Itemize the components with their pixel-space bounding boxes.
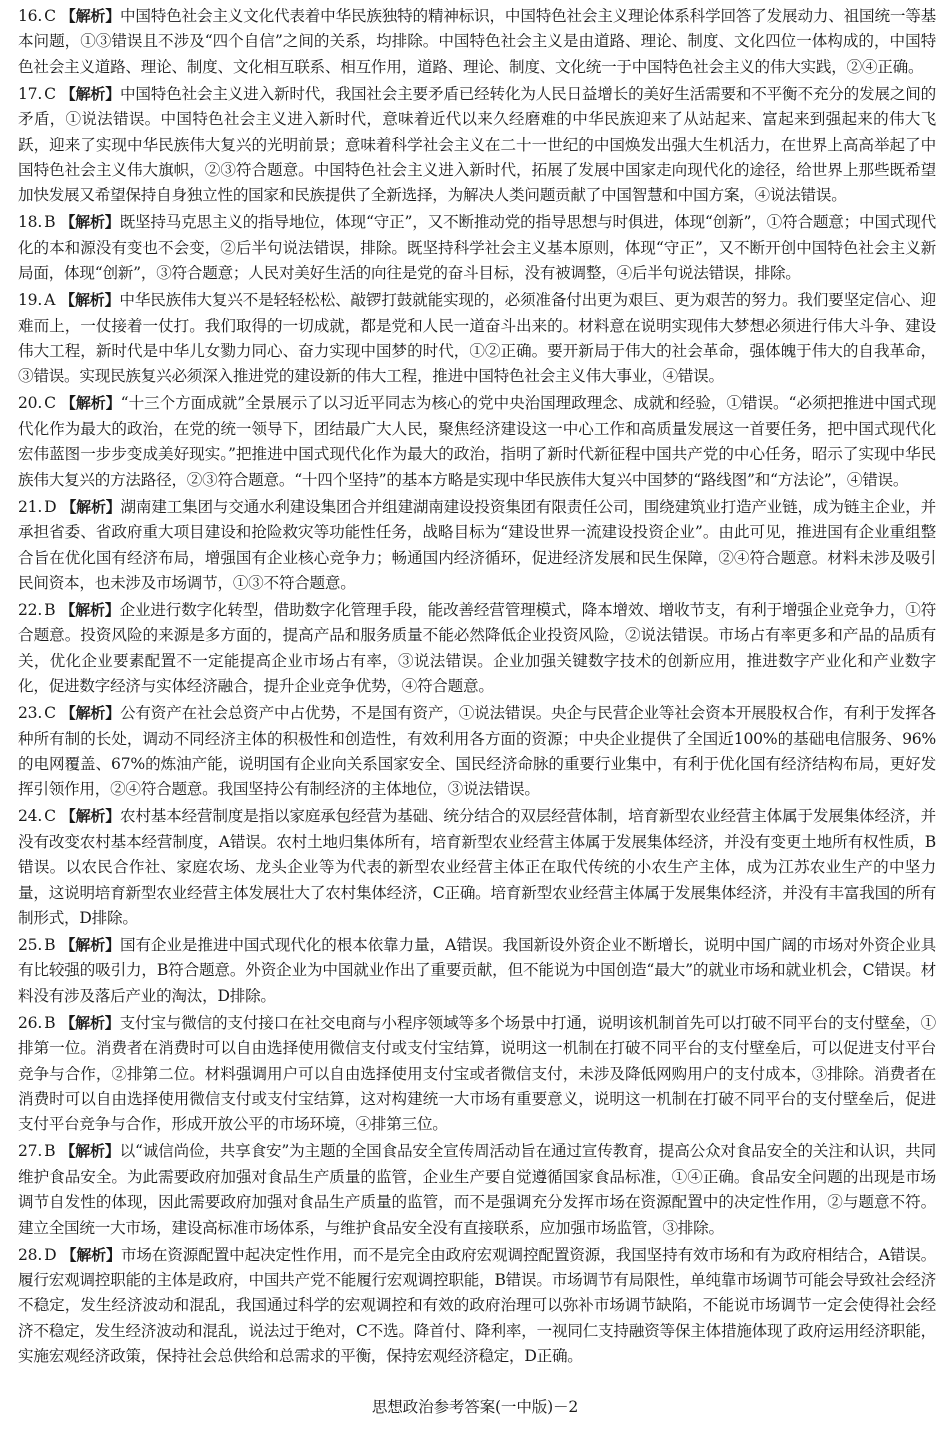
analysis-tag: 【解析】 xyxy=(60,7,121,25)
analysis-text: 湖南建工集团与交通水利建设集团合并组建湖南建设投资集团有限责任公司，围绕建筑业打造产业链，成为链主企业，并承担省委、省政府重大项目建设和抢险救灾等功能性任务，战略目标为“建设世界一流建设投资企业”。由此可见，推进国有企业重组整合旨在优化国有经济布局，增强国有企业核心竞争力；畅通国内经济循环，促进经济发展和民生保障，②④符合题意。材料未涉及吸引民间资本，也未涉及市场调节，①③不符合题意。 xyxy=(18,497,936,592)
analysis-tag: 【解析】 xyxy=(60,394,121,413)
analysis-text: 以“诚信尚俭，共享食安”为主题的全国食品安全宣传周活动旨在通过宣传教育，提高公众对食品安全的关注和认识，共同维护食品安全。为此需要政府加强对食品生产质量的监管，企业生产要自觉遵循国家食品标准，①④正确。食品安全问题的出现是市场调节自发性的体现，因此需要政府加强对食品生产质量的监管，而不是强调充分发挥市场在资源配置中的决定性作用，②与题意不符。建立全国统一大市场，建设高标准市场体系，与维护食品安全没有直接联系，应加强市场监管，③排除。 xyxy=(18,1142,936,1237)
question-number: 28. xyxy=(18,1245,43,1264)
answer-item xyxy=(18,1243,936,1370)
answer-item xyxy=(18,598,936,700)
analysis-text: 农村基本经营制度是指以家庭承包经营为基础、统分结合的双层经营体制，培育新型农业经营主体属于发展集体经济，并没有改变农村基本经营制度，A错误。农村土地归集体所有，培育新型农业经营主体属于发展集体经济，并没有变更土地所有权性质，B错误。以农民合作社、家庭农场、龙头企业等为代表的新型农业经营主体正在取代传统的小农生产主体，成为江苏农业生产的中坚力量，这说明培育新型农业经营主体发展壮大了农村集体经济，C正确。培育新型农业经营主体属于发展集体经济，并没有丰富我国的所有制形式，D排除。 xyxy=(18,807,936,927)
analysis-tag: 【解析】 xyxy=(60,600,120,619)
answer-letter: C xyxy=(44,7,56,25)
answer-letter: D xyxy=(44,497,57,516)
answer-item xyxy=(18,210,936,286)
analysis-tag: 【解析】 xyxy=(61,1245,121,1264)
question-number: 26. xyxy=(18,1013,43,1032)
answer-letter: B xyxy=(44,935,56,954)
analysis-text: “十三个方面成就”全景展示了以习近平同志为核心的党中央治国理政理念、成就和经验，①错误。“必须把推进中国式现代化作为最大的政治，在党的统一领导下，团结最广大人民，聚焦经济建设这一中心工作和高质量发展这一首要任务，把中国式现代化宏伟蓝图一步步变成美好现实。”把推进中国式现代化作为最大的政治，指明了新时代新征程中国共产党的中心任务，昭示了实现中华民族伟大复兴的方法路径，②③符合题意。“十四个坚持”的基本方略是实现中华民族伟大复兴中国梦的“路线图”和“方法论”，④错误。 xyxy=(18,394,936,489)
analysis-text: 中华民族伟大复兴不是轻轻松松、敲锣打鼓就能实现的，必须准备付出更为艰巨、更为艰苦的努力。我们要坚定信心、迎难而上，一仗接着一仗打。我们取得的一切成就，都是党和人民一道奋斗出来的。材料意在说明实现伟大梦想必须进行伟大斗争、建设伟大工程，新时代是中华儿女勠力同心、奋力实现中国梦的时代，①②正确。要开新局于伟大的社会革命，强体魄于伟大的自我革命，③错误。实现民族复兴必须深入推进党的建设新的伟大工程，推进中国特色社会主义伟大事业，④错误。 xyxy=(18,291,936,386)
answer-letter: B xyxy=(44,1142,56,1161)
analysis-tag: 【解析】 xyxy=(60,1142,120,1161)
answer-letter: C xyxy=(44,394,56,413)
question-number: 27. xyxy=(18,1142,43,1161)
analysis-text: 企业进行数字化转型，借助数字化管理手段，能改善经营管理模式，降本增效、增收节支，有利于增强企业竞争力，①符合题意。投资风险的来源是多方面的，提高产品和服务质量不能必然降低企业投资风险，②说法错误。市场占有率更多和产品的品质有关，优化企业要素配置不一定能提高企业市场占有率，③说法错误。企业加强关键数字技术的创新应用，推进数字产业化和产业数字化，促进数字经济与实体经济融合，提升企业竞争优势，④符合题意。 xyxy=(18,600,936,696)
answer-letter: A xyxy=(44,291,56,310)
answer-item xyxy=(18,4,936,80)
answer-item xyxy=(18,82,936,209)
question-number: 19. xyxy=(18,291,43,310)
answer-item xyxy=(18,288,936,390)
analysis-text: 市场在资源配置中起决定性作用，而不是完全由政府宏观调控配置资源，我国坚持有效市场和有为政府相结合，A错误。履行宏观调控职能的主体是政府，中国共产党不能履行宏观调控职能，B错误。市场调节有局限性，单纯靠市场调节可能会导致社会经济不稳定，发生经济波动和混乱，我国通过科学的宏观调控和有效的政府治理可以弥补市场调节缺陷，不能说市场调节一定会使得社会经济不稳定，发生经济波动和混乱，说法过于绝对，C不选。降首付、降利率，一视同仁支持融资等保主体措施体现了政府运用经济职能，实施宏观经济政策，保持社会总供给和总需求的平衡，保持宏观经济稳定，D正确。 xyxy=(18,1245,936,1366)
analysis-tag: 【解析】 xyxy=(60,807,121,826)
answer-item xyxy=(18,701,936,803)
answer-letter: C xyxy=(44,704,56,723)
answer-letter: C xyxy=(44,84,56,103)
analysis-text: 中国特色社会主义进入新时代，我国社会主要矛盾已经转化为人民日益增长的美好生活需要和不平衡不充分的发展之间的矛盾，①说法错误。中国特色社会主义进入新时代，意味着近代以来久经磨难的中华民族迎来了从站起来、富起来到强起来的伟大飞跃，迎来了实现中华民族伟大复兴的光明前景；意味着科学社会主义在二十一世纪的中国焕发出强大生机活力，在世界上高高举起了中国特色社会主义伟大旗帜，②③符合题意。中国特色社会主义进入新时代，拓展了发展中国家走向现代化的途径，给世界上那些既希望加快发展又希望保持自身独立性的国家和民族提供了全新选择，为解决人类问题贡献了中国智慧和中国方案，④说法错误。 xyxy=(18,84,936,205)
question-number: 16. xyxy=(18,7,43,25)
answer-letter: B xyxy=(44,1013,56,1032)
answer-item xyxy=(18,933,936,1009)
analysis-text: 公有资产在社会总资产中占优势，不是国有资产，①说法错误。央企与民营企业等社会资本开展股权合作，有利于发挥各种所有制的长处，调动不同经济主体的积极性和创造性，有效利用各方面的资源；中央企业提供了全国近100%的基础电信服务、96%的电网覆盖、67%的炼油产能，说明国有企业向关系国家安全、国民经济命脉的重要行业集中，有利于优化国有经济结构布局，更好发挥引领作用，②④符合题意。我国坚持公有制经济的主体地位，③说法错误。 xyxy=(18,704,936,799)
analysis-tag: 【解析】 xyxy=(61,497,121,516)
question-number: 23. xyxy=(18,704,43,723)
answer-letter: C xyxy=(44,807,56,826)
analysis-text: 国有企业是推进中国式现代化的根本依靠力量，A错误。我国新设外资企业不断增长，说明中国广阔的市场对外资企业具有比较强的吸引力，B符合题意。外资企业为中国就业作出了重要贡献，但不能说为中国创造“最大”的就业市场和就业机会，C错误。材料没有涉及落后产业的淘汰，D排除。 xyxy=(18,935,936,1005)
question-number: 18. xyxy=(18,213,43,232)
question-number: 25. xyxy=(18,935,43,954)
analysis-tag: 【解析】 xyxy=(60,1013,120,1032)
answer-letter: B xyxy=(44,213,56,232)
question-number: 17. xyxy=(18,84,43,103)
page-footer: 思想政治参考答案(一中版)－2 xyxy=(371,1398,579,1416)
answer-list xyxy=(18,4,936,1370)
question-number: 20. xyxy=(18,394,43,413)
analysis-tag: 【解析】 xyxy=(60,704,121,723)
question-number: 21. xyxy=(18,497,43,516)
answer-letter: D xyxy=(44,1245,57,1264)
analysis-text: 支付宝与微信的支付接口在社交电商与小程序领域等多个场景中打通，说明该机制首先可以打破不同平台的支付壁垒，①排第一位。消费者在消费时可以自由选择使用微信支付或支付宝结算，说明这一机制在打破不同平台的支付壁垒后，可以促进支付平台竞争与合作，②排第二位。材料强调用户可以自由选择使用支付宝或者微信支付，未涉及降低网购用户的支付成本，③排除。消费者在消费时可以自由选择使用微信支付或支付宝结算，这对构建统一大市场有重要意义，说明这一机制在打破不同平台的支付壁垒后，促进支付平台竞争与合作，形成开放公平的市场环境，④排第三位。 xyxy=(18,1013,936,1134)
answer-item xyxy=(18,1011,936,1138)
analysis-tag: 【解析】 xyxy=(60,291,120,310)
question-number: 24. xyxy=(18,807,43,826)
analysis-tag: 【解析】 xyxy=(60,213,120,232)
answer-item xyxy=(18,495,936,597)
answer-item xyxy=(18,1139,936,1241)
answer-item xyxy=(18,804,936,931)
analysis-tag: 【解析】 xyxy=(60,84,121,103)
answer-item xyxy=(18,391,936,493)
answer-letter: B xyxy=(44,600,56,619)
analysis-text: 既坚持马克思主义的指导地位，体现“守正”，又不断推动党的指导思想与时俱进，体现“创新”，①符合题意；中国式现代化的本和源没有变也不会变，②后半句说法错误，排除。既坚持科学社会主义基本原则，体现“守正”，又不断开创中国特色社会主义新局面，体现“创新”，③符合题意；人民对美好生活的向往是党的奋斗目标，没有被调整，④后半句说法错误，排除。 xyxy=(18,213,936,283)
analysis-tag: 【解析】 xyxy=(60,935,120,954)
analysis-text: 中国特色社会主义文化代表着中华民族独特的精神标识，中国特色社会主义理论体系科学回答了发展动力、祖国统一等基本问题，①③错误且不涉及“四个自信”之间的关系，均排除。中国特色社会主义是由道路、理论、制度、文化四位一体构成的，中国特色社会主义道路、理论、制度、文化相互联系、相互作用，道路、理论、制度、文化统一于中国特色社会主义的伟大实践，②④正确。 xyxy=(18,7,936,76)
question-number: 22. xyxy=(18,600,43,619)
